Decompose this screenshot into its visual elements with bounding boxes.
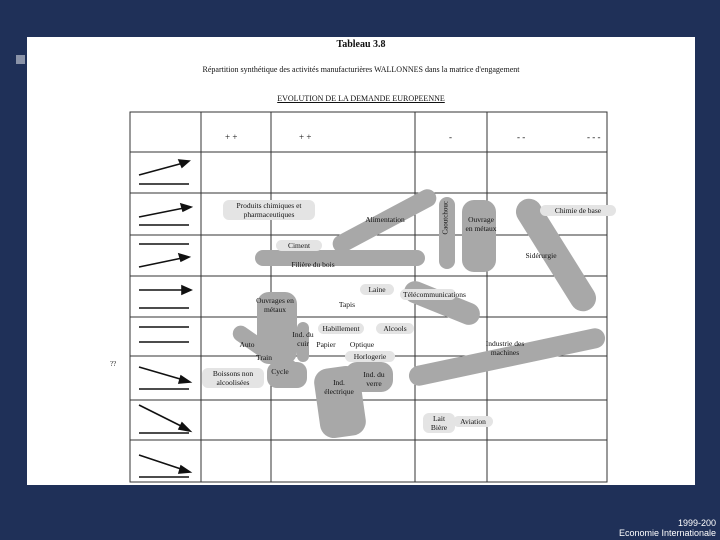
item-papier: Papier	[316, 340, 336, 349]
table-heading: EVOLUTION DE LA DEMANDE EUROPEENNE	[277, 94, 445, 103]
item-ind-electrique: Ind. électrique	[324, 378, 354, 396]
item-ind-du-cuir: Ind. du cuir	[292, 330, 314, 348]
column-header-4: - -	[517, 132, 526, 142]
row-marker: ??	[110, 360, 117, 368]
table-subtitle: Répartition synthétique des activités manufacturières WALLONNES dans la matrice d'engagement	[202, 65, 520, 74]
item-ciment: Ciment	[276, 240, 322, 251]
item-habillement: Habillement	[318, 323, 364, 334]
item-alimentation: Alimentation	[365, 215, 405, 224]
item-siderurgie: Sidérurgie	[525, 251, 557, 260]
item-ouvrage-en-metaux: Ouvrage en métaux	[465, 215, 497, 233]
column-header-3: -	[449, 132, 452, 142]
item-chimie-de-base: Chimie de base	[540, 205, 616, 216]
item-lait-biere: Lait Bière	[423, 413, 455, 433]
item-alcools: Alcools	[376, 323, 414, 334]
footer-year: 1999-200	[677, 518, 716, 528]
item-industrie-des-machines: Industrie des machines	[485, 339, 525, 357]
table-title: Tableau 3.8	[336, 39, 386, 50]
slide-footer	[619, 518, 716, 538]
column-header-2: + +	[299, 132, 312, 142]
item-ouvrages-en-metaux: Ouvrages en métaux	[256, 296, 294, 314]
item-telecommunications: Télécommunications	[400, 289, 456, 300]
item-cycle: Cycle	[271, 367, 289, 376]
slide-bullet	[16, 55, 25, 64]
item-caoutchouc: Caoutchouc	[441, 201, 450, 235]
item-aviation: Aviation	[453, 416, 493, 427]
bar-ouvrage-metaux	[462, 200, 496, 272]
item-produits-chimiques: Produits chimiques et pharmaceutiques	[223, 200, 315, 220]
item-filiere-du-bois: Filière du bois	[291, 260, 335, 269]
item-horlogerie: Horlogerie	[345, 351, 395, 362]
item-ind-du-verre: Ind. du verre	[363, 370, 385, 388]
scanned-table-sheet	[27, 37, 695, 485]
item-laine: Laine	[360, 284, 394, 295]
item-optique: Optique	[349, 340, 375, 349]
item-auto: Auto	[239, 340, 255, 349]
item-train: Train	[256, 353, 272, 362]
item-tapis: Tapis	[338, 300, 356, 309]
footer-course: Economie Internationale	[618, 528, 716, 538]
column-header-5: - - -	[587, 132, 601, 142]
item-boissons-non-alcoolisees: Boissons non alcoolisées	[202, 368, 264, 388]
column-header-1: + +	[225, 132, 238, 142]
